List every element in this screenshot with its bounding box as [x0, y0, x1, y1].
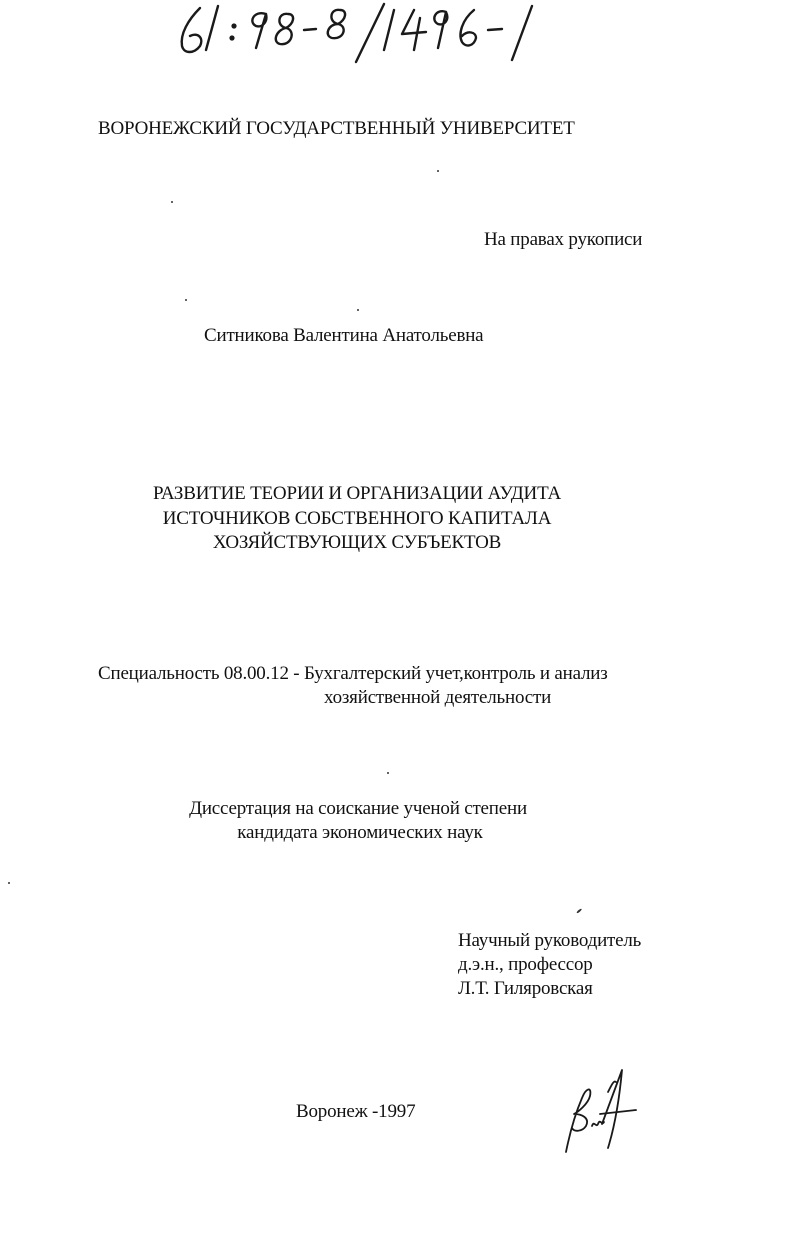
supervisor-role: Научный руководитель	[458, 930, 642, 951]
author-name: Ситникова Валентина Анатольевна	[204, 325, 484, 346]
scan-speck	[8, 882, 10, 884]
dissertation-title-line-1: РАЗВИТИЕ ТЕОРИИ И ОРГАНИЗАЦИИ АУДИТА	[152, 483, 562, 504]
degree-line-1: Диссертация на соискание ученой степени	[189, 798, 527, 819]
scan-speck	[576, 908, 582, 913]
specialty-line-1: Специальность 08.00.12 - Бухгалтерский учет,контроль и анализ	[98, 663, 608, 684]
scan-speck	[171, 201, 173, 203]
handwritten-archive-number	[170, 0, 550, 70]
scan-speck	[437, 170, 439, 172]
supervisor-name: Л.Т. Гиляровская	[458, 978, 593, 999]
university-name: ВОРОНЕЖСКИЙ ГОСУДАРСТВЕННЫЙ УНИВЕРСИТЕТ	[98, 118, 575, 139]
manuscript-rights-label: На правах рукописи	[484, 229, 643, 250]
supervisor-degree: д.э.н., профессор	[458, 954, 593, 975]
signature	[556, 1062, 646, 1162]
degree-line-2: кандидата экономических наук	[237, 822, 483, 843]
dissertation-title-line-2: ИСТОЧНИКОВ СОБСТВЕННОГО КАПИТАЛА	[162, 508, 552, 529]
city-year: Воронеж -1997	[296, 1101, 416, 1122]
scan-speck	[357, 309, 359, 311]
dissertation-title-line-3: ХОЗЯЙСТВУЮЩИХ СУБЪЕКТОВ	[212, 532, 502, 553]
specialty-line-2: хозяйственной деятельности	[324, 687, 552, 708]
scan-speck	[387, 772, 389, 774]
scan-speck	[185, 299, 187, 301]
